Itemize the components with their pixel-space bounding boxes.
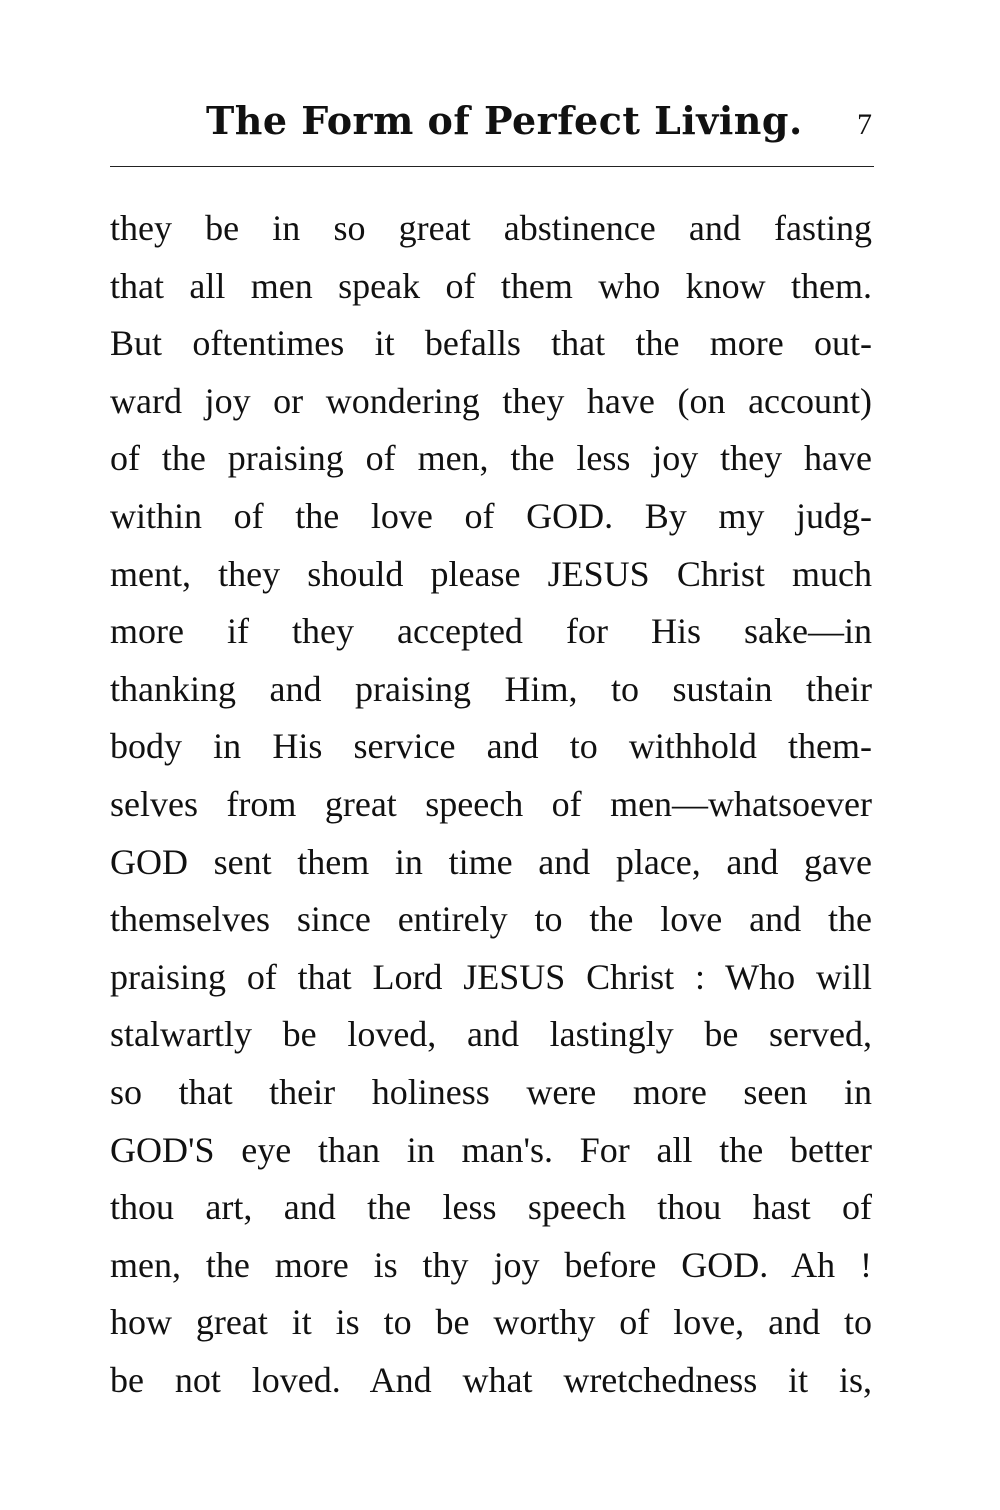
- text-line: thou art, and the less speech thou hast of: [110, 1187, 872, 1228]
- text-line: be not loved. And what wretchedness it is,: [110, 1359, 872, 1400]
- text-line: within of the love of GOD. By my judg-: [110, 495, 872, 536]
- text-line: themselves since entirely to the love and the: [110, 899, 872, 940]
- text-line: body in His service and to withhold them-: [110, 726, 872, 767]
- text-line: of the praising of men, the less joy they have: [110, 438, 872, 479]
- text-line: men, the more is thy joy before GOD. Ah !: [110, 1244, 872, 1285]
- text-line: how great it is to be worthy of love, and to: [110, 1302, 872, 1343]
- text-line: GOD'S eye than in man's. For all the better: [110, 1129, 872, 1170]
- text-line: selves from great speech of men—whatsoever: [110, 783, 872, 824]
- text-line: stalwartly be loved, and lastingly be served,: [110, 1014, 872, 1055]
- text-line: so that their holiness were more seen in: [110, 1071, 872, 1112]
- page-number: 7: [857, 108, 872, 141]
- text-line: they be in so great abstinence and fasting: [110, 208, 872, 248]
- text-line: praising of that Lord JESUS Christ : Who will: [110, 956, 872, 997]
- text-line: thanking and praising Him, to sustain their: [110, 668, 872, 709]
- body-text: [110, 200, 872, 1409]
- running-title: The Form of Perfect Living.: [206, 98, 803, 143]
- text-line: But oftentimes it befalls that the more out-: [110, 323, 872, 364]
- header-rule: [110, 166, 874, 167]
- text-line: ward joy or wondering they have (on account): [110, 380, 872, 421]
- text-line: ment, they should please JESUS Christ much: [110, 553, 872, 594]
- text-line: that all men speak of them who know them.: [110, 265, 872, 306]
- page-header: [110, 98, 874, 162]
- text-line: GOD sent them in time and place, and gave: [110, 841, 872, 882]
- text-line: more if they accepted for His sake—in: [110, 611, 872, 652]
